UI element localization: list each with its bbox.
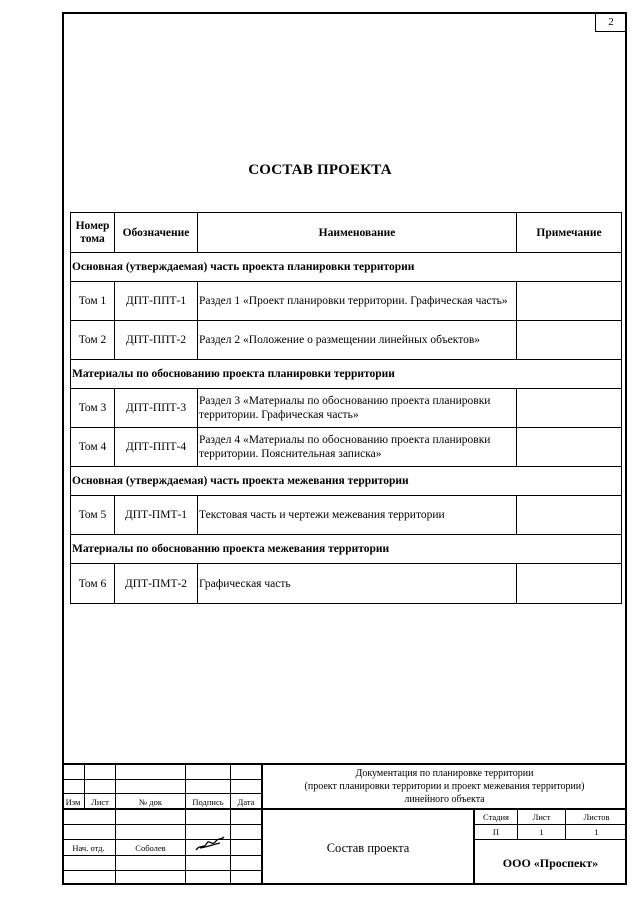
table-row [71,321,622,360]
volume-note [517,389,622,428]
volume-number: Том 6 [71,564,115,604]
table-header-row [71,213,622,253]
volume-name: Раздел 1 «Проект планировки территории. Графическая часть» [198,282,517,321]
volume-code: ДПТ-ППТ-4 [115,428,198,467]
stamp-line [62,870,262,871]
header-volume-number-line1: Номер [75,219,110,232]
table-row [71,496,622,535]
sheets-value: 1 [594,827,599,837]
volume-note [517,496,622,535]
section-title: Основная (утверждаемая) часть проекта планировки территории [71,253,622,282]
table-row [71,282,622,321]
stamp-col-izm: Изм [65,797,81,807]
document-title-line2: (проект планировки территории и проект межевания территории) [304,781,585,792]
section-title: Основная (утверждаемая) часть проекта межевания территории [71,467,622,496]
header-note: Примечание [517,213,622,253]
section-row [71,467,622,496]
sheet-name: Состав проекта [326,841,410,855]
sheet-number-box [595,12,627,32]
section-row [71,360,622,389]
header-name: Наименование [198,213,517,253]
title-block [62,763,627,885]
stamp-person: Соболев [135,843,166,853]
stamp-line [62,779,262,780]
volume-code: ДПТ-ППТ-2 [115,321,198,360]
sheet-label: Лист [532,812,551,822]
stamp-col-podpis: Подпись [192,797,224,807]
volume-name: Текстовая часть и чертежи межевания территории [198,496,517,535]
composition-table [70,212,622,604]
stage-label: Стадия [483,812,509,822]
sheet-value: 1 [539,827,544,837]
volume-name: Раздел 2 «Положение о размещении линейных объектов» [198,321,517,360]
volume-number: Том 5 [71,496,115,535]
volume-code: ДПТ-ПМТ-1 [115,496,198,535]
section-title: Материалы по обоснованию проекта планировки территории [71,360,622,389]
header-volume-number [71,213,115,253]
stamp-line [230,763,231,885]
volume-code: ДПТ-ППТ-3 [115,389,198,428]
volume-note [517,428,622,467]
volume-note [517,321,622,360]
stamp-line [62,824,262,825]
section-row [71,253,622,282]
stamp-line [62,793,262,794]
stamp-top-border [62,763,627,765]
stamp-line [62,839,262,840]
stage-value: П [492,827,500,837]
sheets-label: Листов [583,812,610,822]
table-row [71,428,622,467]
document-title-line3: линейного объекта [404,794,485,805]
stamp-line [115,763,116,885]
stamp-line [62,808,627,810]
volume-name: Раздел 4 «Материалы по обоснованию проекта планировки территории. Пояснительная записка» [198,428,517,467]
signature-icon [194,835,226,853]
volume-name: Раздел 3 «Материалы по обоснованию проекта планировки территории. Графическая часть» [198,389,517,428]
volume-code: ДПТ-ППТ-1 [115,282,198,321]
header-code: Обозначение [115,213,198,253]
volume-number: Том 3 [71,389,115,428]
volume-code: ДПТ-ПМТ-2 [115,564,198,604]
page-title: СОСТАВ ПРОЕКТА [248,162,392,178]
table-row [71,564,622,604]
volume-number: Том 2 [71,321,115,360]
stamp-col-ndok: № док [139,797,162,807]
document-title [262,767,627,806]
stamp-col-list: Лист [91,797,109,807]
volume-number: Том 4 [71,428,115,467]
stamp-col-data: Дата [237,797,255,807]
sheet-number: 2 [608,16,614,28]
stamp-line [185,763,186,885]
stamp-line [474,839,627,840]
table-row [71,389,622,428]
stamp-line [474,824,627,825]
volume-name: Графическая часть [198,564,517,604]
stamp-role: Нач. отд. [72,843,105,853]
stamp-line [62,855,262,856]
volume-note [517,282,622,321]
section-row [71,535,622,564]
document-title-line1: Документация по планировке территории [355,768,534,779]
section-title: Материалы по обоснованию проекта межевания территории [71,535,622,564]
volume-note [517,564,622,604]
header-volume-number-line2: тома [80,232,105,245]
volume-number: Том 1 [71,282,115,321]
company-name: ООО «Проспект» [502,856,599,870]
